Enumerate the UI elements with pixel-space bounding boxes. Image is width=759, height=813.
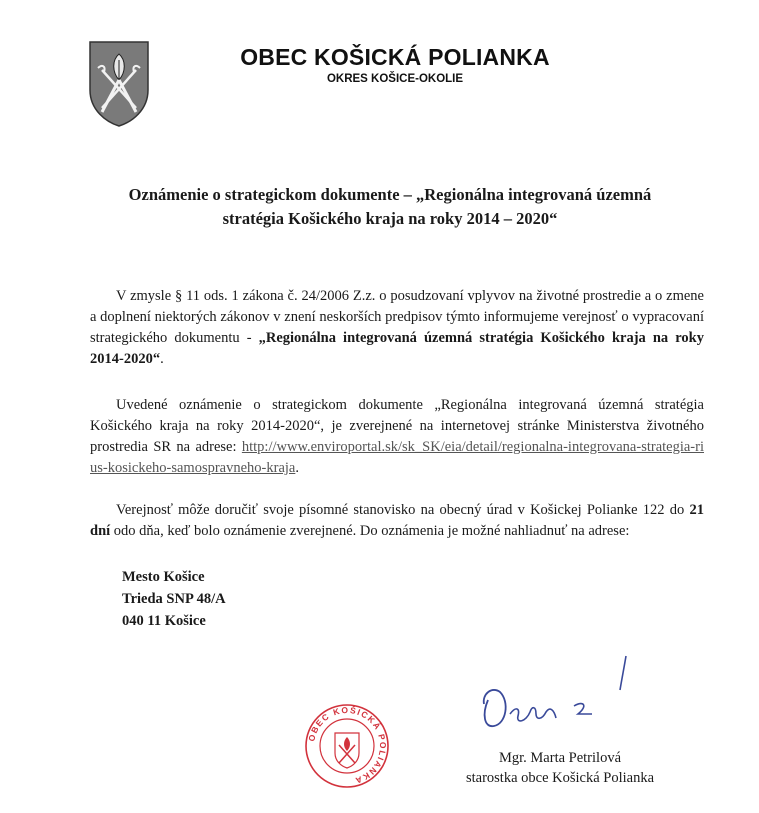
paragraph-1-text: V zmysle § 11 ods. 1 zákona č. 24/2006 Z.z. o posudzovaní vplyvov na životné prostredie a o zmene a doplnení niektorých zákonov v znení neskorších predpisov týmto informujeme verejnosť o vypracovaní strategického dokumentu - [90, 288, 704, 346]
paragraph-2-text: Uvedené oznámenie o strategickom dokumente „Regionálna integrovaná územná stratégia Košického kraja na roky 2014-2020“, je zverejnené na internetovej stránke Ministerstva životného prostredia SR na adrese: [90, 397, 704, 455]
address-line-1: Mesto Košice [122, 569, 205, 585]
official-stamp-icon [304, 703, 390, 789]
paragraph-3-text: Verejnosť môže doručiť svoje písomné stanovisko na obecný úrad v Košickej Polianke 122 do [116, 502, 690, 518]
paragraph-1-bold: „Regionálna integrovaná územná stratégia Košického kraja na roky 2014-2020“ [90, 330, 704, 367]
paragraph-publication [90, 395, 704, 479]
paragraph-3-end: odo dňa, keď bolo oznámenie zverejnené. Do oznámenia je možné nahliadnuť na adrese: [110, 523, 630, 539]
document-title-line-1: Oznámenie o strategickom dokumente – „Regionálna integrovaná územná [128, 185, 652, 204]
coat-of-arms-icon [88, 40, 150, 128]
signer-block [460, 748, 660, 788]
paragraph-3-bold: 21 dní [90, 502, 704, 539]
enviroportal-link[interactable]: http://www.enviroportal.sk/sk_SK/eia/detail/regionalna-integrovana-strategia-rius-kosickeho-samospravneho-kraja [90, 439, 704, 476]
svg-text:OBEC KOŠICKÁ POLIANKA: OBEC KOŠICKÁ POLIANKA [306, 704, 389, 787]
district-name: OKRES KOŠICE-OKOLIE [326, 73, 464, 85]
paragraph-1-end: . [160, 351, 164, 367]
address-line-3: 040 11 Košice [122, 613, 206, 629]
handwritten-signature-icon [472, 648, 642, 748]
signer-role: starostka obce Košická Polianka [465, 770, 655, 786]
document-title [90, 183, 690, 231]
signer-name: Mgr. Marta Petrilová [498, 750, 622, 766]
paragraph-legal-basis [90, 286, 704, 370]
paragraph-public-comment [90, 500, 704, 542]
address-line-2: Trieda SNP 48/A [122, 591, 226, 607]
address-block [122, 566, 226, 632]
municipality-name: OBEC KOŠICKÁ POLIANKA [240, 44, 550, 70]
paragraph-2-end: . [295, 460, 299, 476]
document-title-line-2: stratégia Košického kraja na roky 2014 – 2020“ [222, 209, 558, 228]
